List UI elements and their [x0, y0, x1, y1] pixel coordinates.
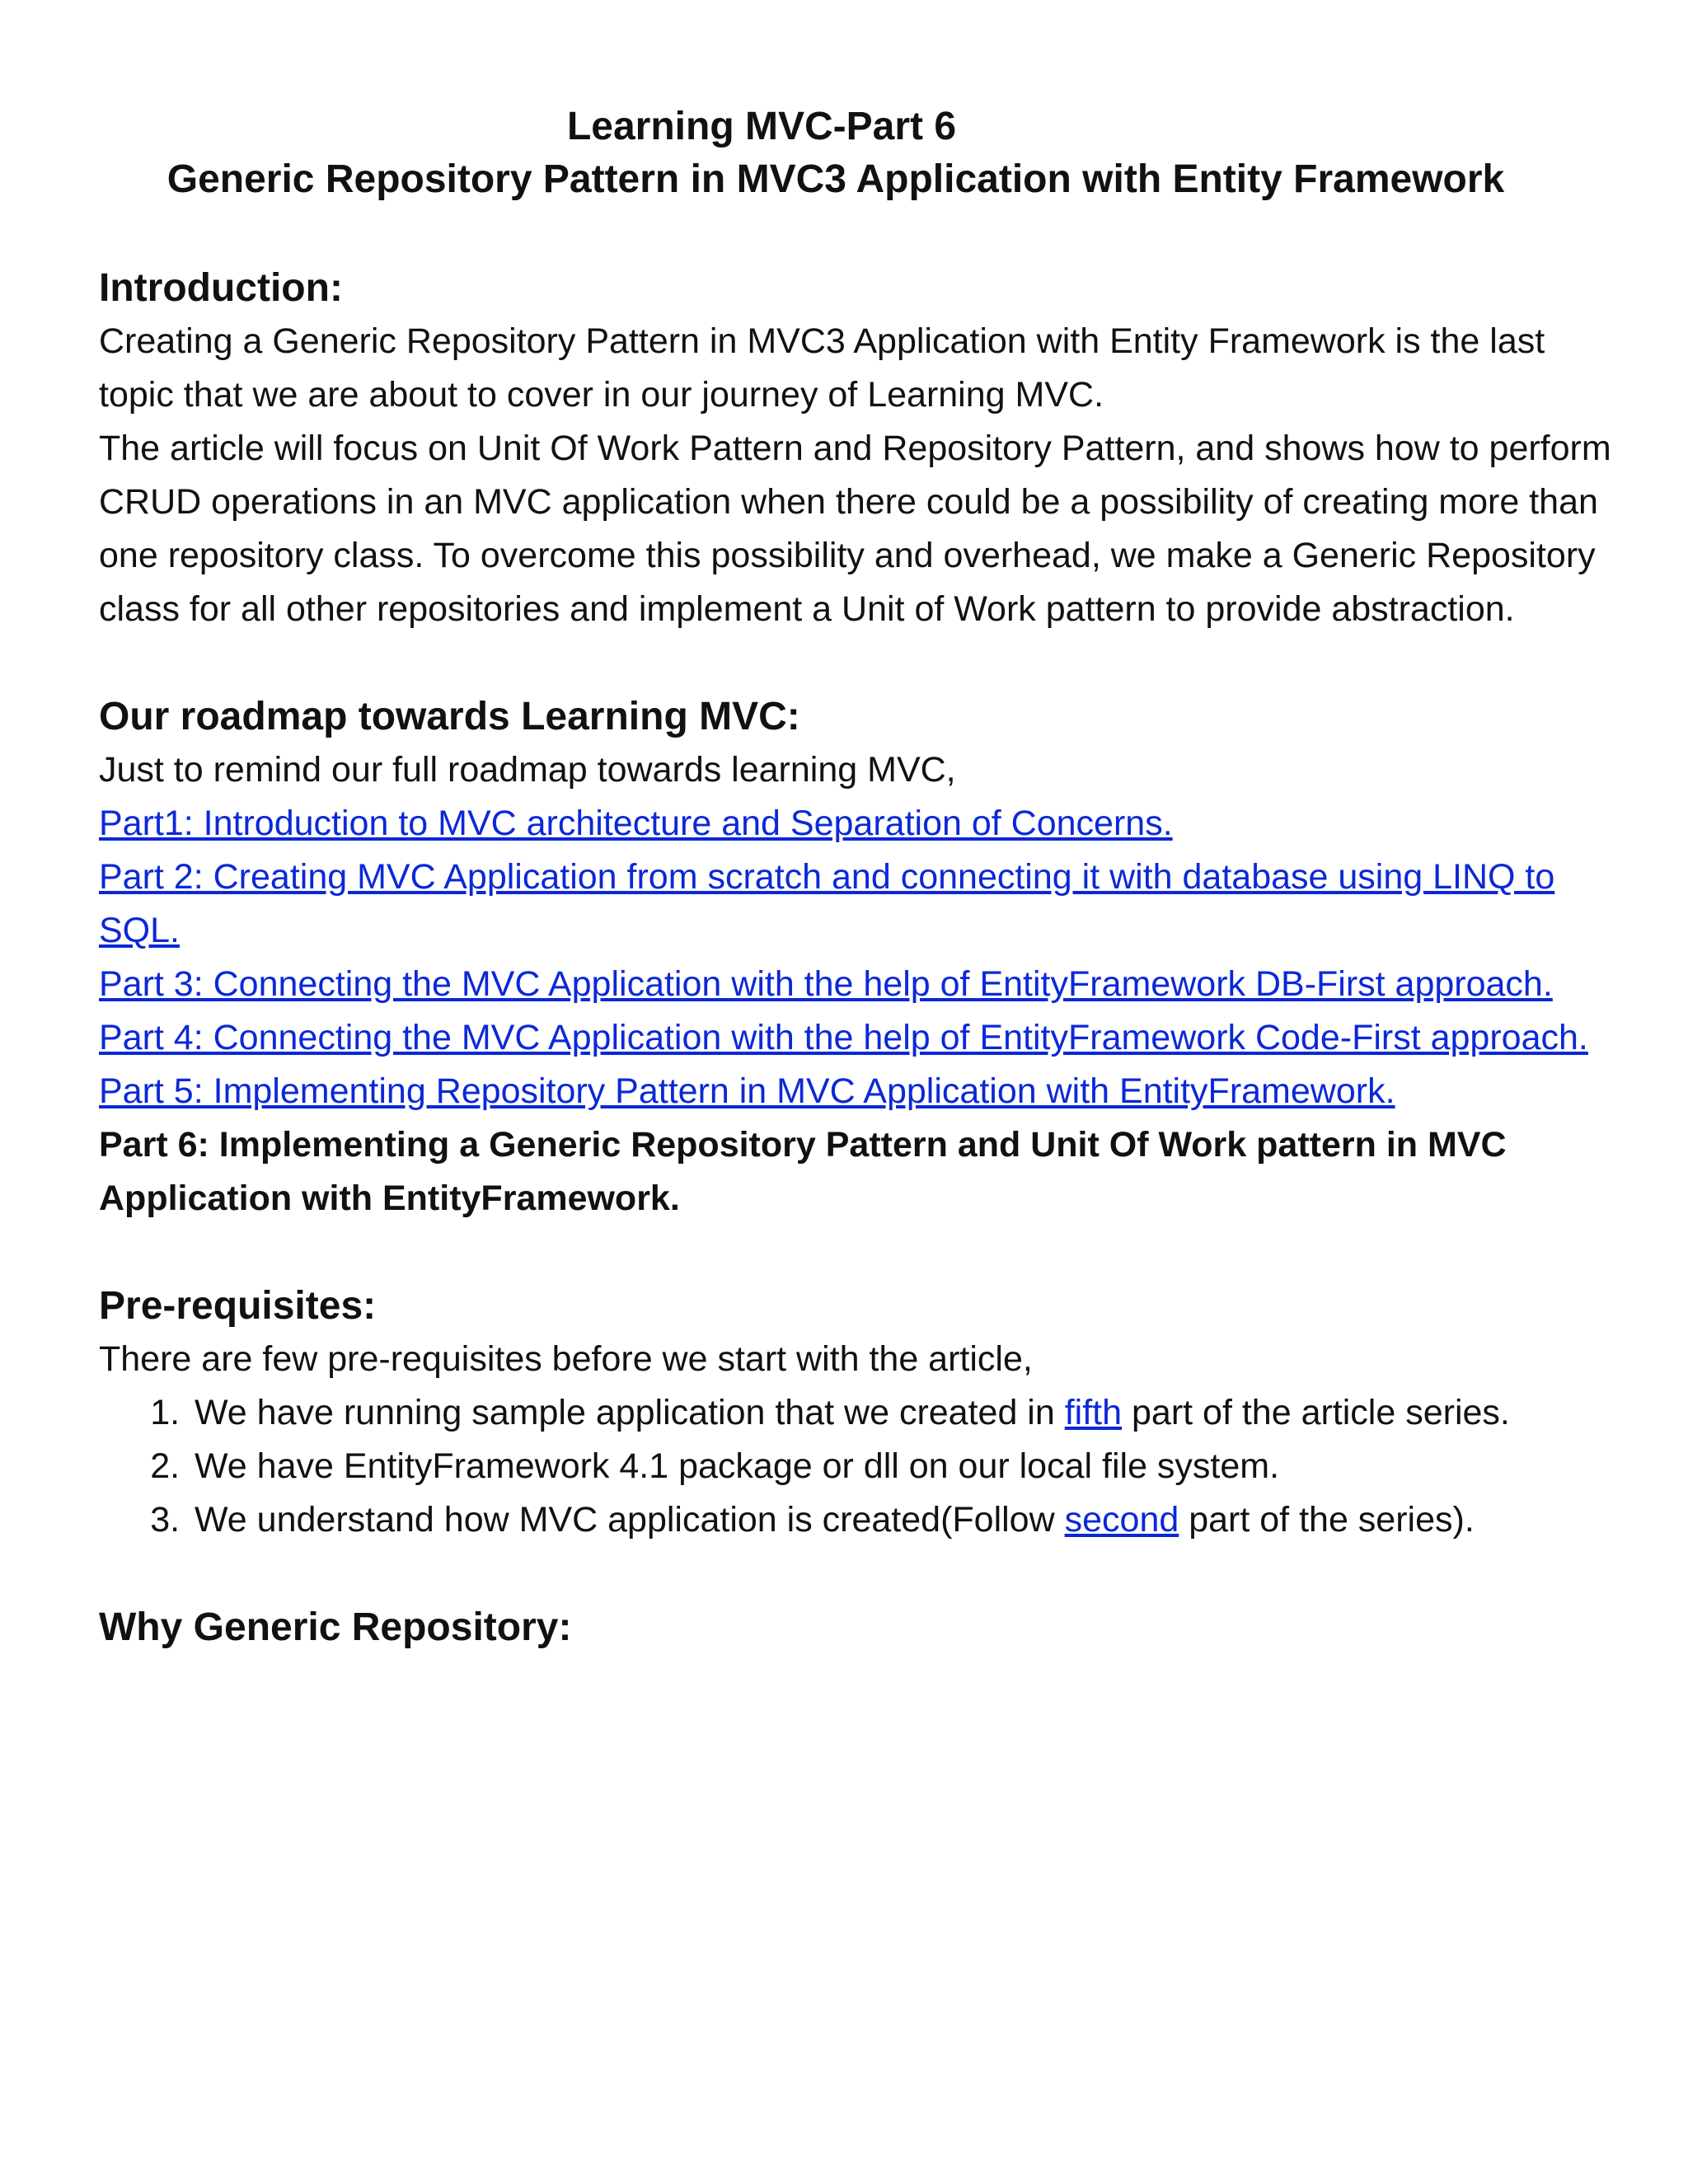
prerequisites-list [99, 1386, 1615, 1547]
roadmap-link-part3[interactable]: Part 3: Connecting the MVC Application with the help of EntityFramework DB-First approach. [99, 964, 1553, 1004]
roadmap-current-part: Part 6: Implementing a Generic Repository Pattern and Unit Of Work pattern in MVC Application with EntityFramework. [99, 1125, 1507, 1218]
roadmap-heading: Our roadmap towards Learning MVC: [99, 695, 800, 738]
prerequisite-item-2: 2. We have EntityFramework 4.1 package or dll on our local file system. [190, 1440, 1615, 1493]
prerequisites-intro: There are few pre-requisites before we start with the article, [99, 1339, 1033, 1379]
introduction-paragraph-1: Creating a Generic Repository Pattern in MVC3 Application with Entity Framework is the last topic that we are about to cover in our journey of Learning MVC. [99, 321, 1545, 415]
prerequisites-heading: Pre-requisites: [99, 1284, 377, 1328]
fifth-part-link[interactable]: fifth [1064, 1393, 1123, 1432]
document-subtitle: Generic Repository Pattern in MVC3 Application with Entity Framework [166, 157, 1505, 201]
why-generic-repository-heading: Why Generic Repository: [99, 1605, 572, 1649]
roadmap-link-part4[interactable]: Part 4: Connecting the MVC Application with the help of EntityFramework Code-First approach. [99, 1018, 1588, 1057]
document-body [99, 262, 1615, 1654]
section-spacer [99, 636, 1615, 691]
prerequisite-item-3: 3. We understand how MVC application is created(Follow second part of the series). [190, 1493, 1615, 1547]
roadmap-link-part2[interactable]: Part 2: Creating MVC Application from scratch and connecting it with database using LINQ to SQL. [99, 857, 1555, 950]
section-spacer [99, 1226, 1615, 1280]
section-spacer [99, 1547, 1615, 1601]
roadmap-intro: Just to remind our full roadmap towards learning MVC, [99, 750, 956, 790]
document-title: Learning MVC-Part 6 [566, 105, 957, 148]
roadmap-link-part5[interactable]: Part 5: Implementing Repository Pattern in MVC Application with EntityFramework. [99, 1071, 1395, 1111]
introduction-heading: Introduction: [99, 266, 343, 310]
roadmap-link-part1[interactable]: Part1: Introduction to MVC architecture and Separation of Concerns. [99, 804, 1173, 843]
introduction-paragraph-2: The article will focus on Unit Of Work Pattern and Repository Pattern, and shows how to perform CRUD operations in an MVC application when there could be a possibility of creating more than one repository class. To overcome this possibility and overhead, we make a Generic Repository class for all other repositories and implement a Unit of Work pattern to provide abstraction. [99, 429, 1611, 629]
roadmap-link-list [99, 797, 1615, 1118]
second-part-link[interactable]: second [1064, 1500, 1179, 1540]
prerequisite-item-1: 1. We have running sample application that we created in fifth part of the article series. [190, 1386, 1615, 1440]
